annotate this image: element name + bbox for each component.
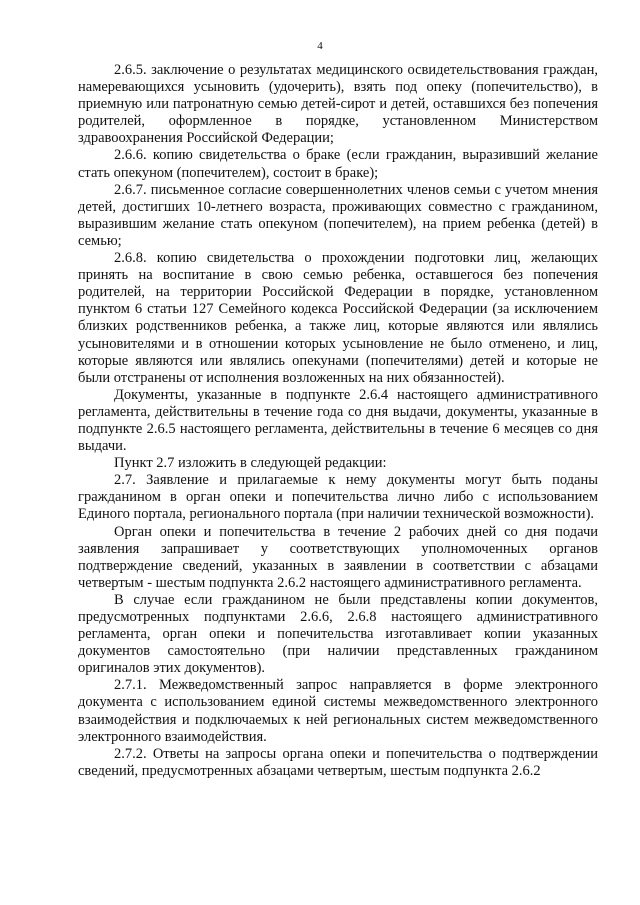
paragraph-2-6-6: 2.6.6. копию свидетельства о браке (если гражданин, выразивший желание стать опекуном (попечителем), состоит в браке);: [78, 147, 598, 181]
paragraph-amend-2-7: Пункт 2.7 изложить в следующей редакции:: [114, 455, 387, 472]
paragraph-guardianship-request: Орган опеки и попечительства в течение 2 рабочих дней со дня подачи заявления запрашивает у соответствующих уполномоченных органов подтверждение сведений, указанных в заявлении в соответствии с абзацами четвертым - шестым подпункта 2.6.2 настоящего административного регламента.: [78, 523, 598, 591]
paragraph-2-6-7: 2.6.7. письменное согласие совершеннолетних членов семьи с учетом мнения детей, достигших 10-летнего возраста, проживающих совместно с гражданином, выразившим желание стать опекуном (попечителем), на прием ребенка (детей) в семью;: [78, 181, 598, 249]
paragraph-2-6-5: 2.6.5. заключение о результатах медицинского освидетельствования граждан, намеревающихся усыновить (удочерить), взять под опеку (попечительство), в приемную или патронатную семью детей-сирот и детей, оставшихся без попечения родителей, оформленное в порядке, установленном Министерством здравоохранения Российской Федерации;: [78, 62, 598, 147]
page-number: 4: [317, 40, 323, 52]
document-body: [78, 62, 598, 780]
paragraph-copies: В случае если гражданином не были представлены копии документов, предусмотренных подпунктами 2.6.6, 2.6.8 настоящего административного регламента, орган опеки и попечительства изготавливает копии указанных документов самостоятельно (при наличии представленных гражданином оригиналов этих документов).: [78, 591, 598, 677]
paragraph-2-6-8: 2.6.8. копию свидетельства о прохождении подготовки лиц, желающих принять на воспитание в свою семью ребенка, оставшегося без попечения родителей, на территории Российской Федерации в порядке, установленном пунктом 6 статьи 127 Семейного кодекса Российской Федерации (за исключением близких родственников ребенка, а также лиц, которые являются или являлись усыновителями и в отношении которых усыновление не было отменено, и лиц, которые являются или являлись опекунами (попечителями) детей и которые не были отстранены от исполнения возложенных на них обязанностей).: [78, 250, 598, 386]
paragraph-2-7-1: 2.7.1. Межведомственный запрос направляется в форме электронного документа с использованием единой системы межведомственного электронного взаимодействия и подключаемых к ней региональных систем межведомственного электронного взаимодействия.: [78, 677, 598, 745]
paragraph-2-7-2: 2.7.2. Ответы на запросы органа опеки и попечительства о подтверждении сведений, предусмотренных абзацами четвертым, шестым подпункта 2.6.2: [78, 745, 598, 779]
paragraph-2-7: 2.7. Заявление и прилагаемые к нему документы могут быть поданы гражданином в орган опеки и попечительства лично либо с использованием Единого портала, регионального портала (при наличии технической возможности).: [78, 472, 598, 523]
paragraph-documents-validity: Документы, указанные в подпункте 2.6.4 настоящего административного регламента, действительны в течение года со дня выдачи, документы, указанные в подпункте 2.6.5 настоящего регламента, действительны в течение 6 месяцев со дня выдачи.: [78, 386, 598, 455]
